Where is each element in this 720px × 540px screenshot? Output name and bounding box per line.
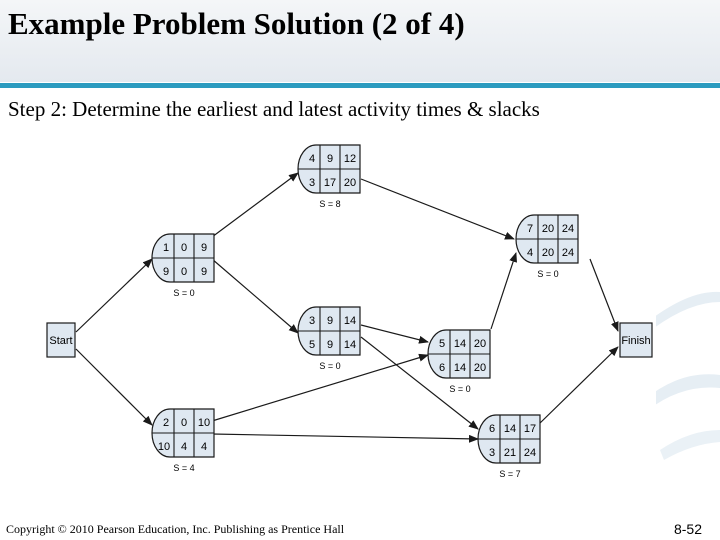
finish-node: [620, 323, 652, 357]
node-cell: 3: [308, 315, 316, 327]
arrow-1-to-3: [212, 259, 298, 333]
node-cell: 9: [326, 339, 334, 351]
start-label: Start: [49, 335, 73, 347]
node-cell: 20: [541, 247, 555, 259]
arrow-5-to-7: [491, 253, 516, 329]
node-cell: 14: [453, 362, 467, 374]
slide-subtitle: Step 2: Determine the earliest and latest activity times & slacks: [8, 97, 540, 121]
node-cell: 5: [438, 338, 446, 350]
node-cell: 14: [343, 315, 357, 327]
finish-label: Finish: [621, 335, 651, 347]
slack-label: S = 0: [319, 361, 341, 371]
network-arrows: [76, 173, 618, 439]
node-cell: 14: [503, 423, 517, 435]
node-cell: 20: [473, 362, 487, 374]
activity-node-1: [152, 234, 214, 298]
slack-label: S = 0: [537, 269, 559, 279]
node-cell: 20: [473, 338, 487, 350]
node-cell: 0: [180, 242, 188, 254]
node-cell: 5: [308, 339, 316, 351]
node-cell: 3: [308, 177, 316, 189]
node-cell: 1: [162, 242, 170, 254]
copyright-footer: Copyright © 2010 Pearson Education, Inc. Publishing as Prentice Hall: [6, 522, 345, 536]
slack-label: S = 0: [173, 288, 195, 298]
arrow-start-to-1: [76, 259, 152, 332]
node-cell: 10: [157, 441, 171, 453]
arrow-6-to-finish: [538, 347, 618, 425]
activity-node-3: [298, 307, 360, 371]
node-cell: 9: [200, 242, 208, 254]
start-node: [47, 323, 75, 357]
node-cell: 6: [438, 362, 446, 374]
node-cell: 6: [488, 423, 496, 435]
node-cell: 12: [343, 153, 357, 165]
node-cell: 24: [561, 223, 575, 235]
arrow-7-to-finish: [590, 259, 618, 331]
arrow-3-to-5: [361, 325, 428, 342]
node-cell: 9: [200, 266, 208, 278]
node-cell: 14: [343, 339, 357, 351]
node-cell: 21: [503, 447, 517, 459]
node-cell: 10: [197, 417, 211, 429]
arrow-4-to-7: [361, 179, 514, 239]
activity-node-7: [516, 215, 578, 279]
page-number: 8-52: [673, 521, 702, 537]
node-cell: 7: [526, 223, 534, 235]
slack-label: S = 0: [449, 384, 471, 394]
node-cell: 9: [326, 153, 334, 165]
arrow-start-to-2: [76, 349, 152, 425]
node-cell: 9: [162, 266, 170, 278]
node-cell: 4: [200, 441, 208, 453]
activity-node-5: [428, 330, 490, 394]
arrow-1-to-4: [212, 173, 298, 237]
node-cell: 24: [561, 247, 575, 259]
title-divider: [0, 83, 720, 88]
node-cell: 3: [488, 447, 496, 459]
slide-title: Example Problem Solution (2 of 4): [8, 6, 465, 41]
activity-node-4: [298, 145, 360, 209]
slack-label: S = 7: [499, 469, 521, 479]
node-cell: 0: [180, 417, 188, 429]
node-cell: 20: [343, 177, 357, 189]
node-cell: 2: [162, 417, 170, 429]
node-cell: 4: [180, 441, 188, 453]
node-cell: 17: [523, 423, 537, 435]
activity-node-2: [152, 409, 214, 473]
activity-network-diagram: [46, 137, 656, 495]
arrow-2-to-6: [212, 434, 478, 439]
node-cell: 24: [523, 447, 537, 459]
node-cell: 9: [326, 315, 334, 327]
node-cell: 4: [526, 247, 534, 259]
node-cell: 0: [180, 266, 188, 278]
slack-label: S = 4: [173, 463, 195, 473]
activity-node-6: [478, 415, 540, 479]
node-cell: 14: [453, 338, 467, 350]
slack-label: S = 8: [319, 199, 341, 209]
node-cell: 20: [541, 223, 555, 235]
node-cell: 4: [308, 153, 316, 165]
node-cell: 17: [323, 177, 337, 189]
